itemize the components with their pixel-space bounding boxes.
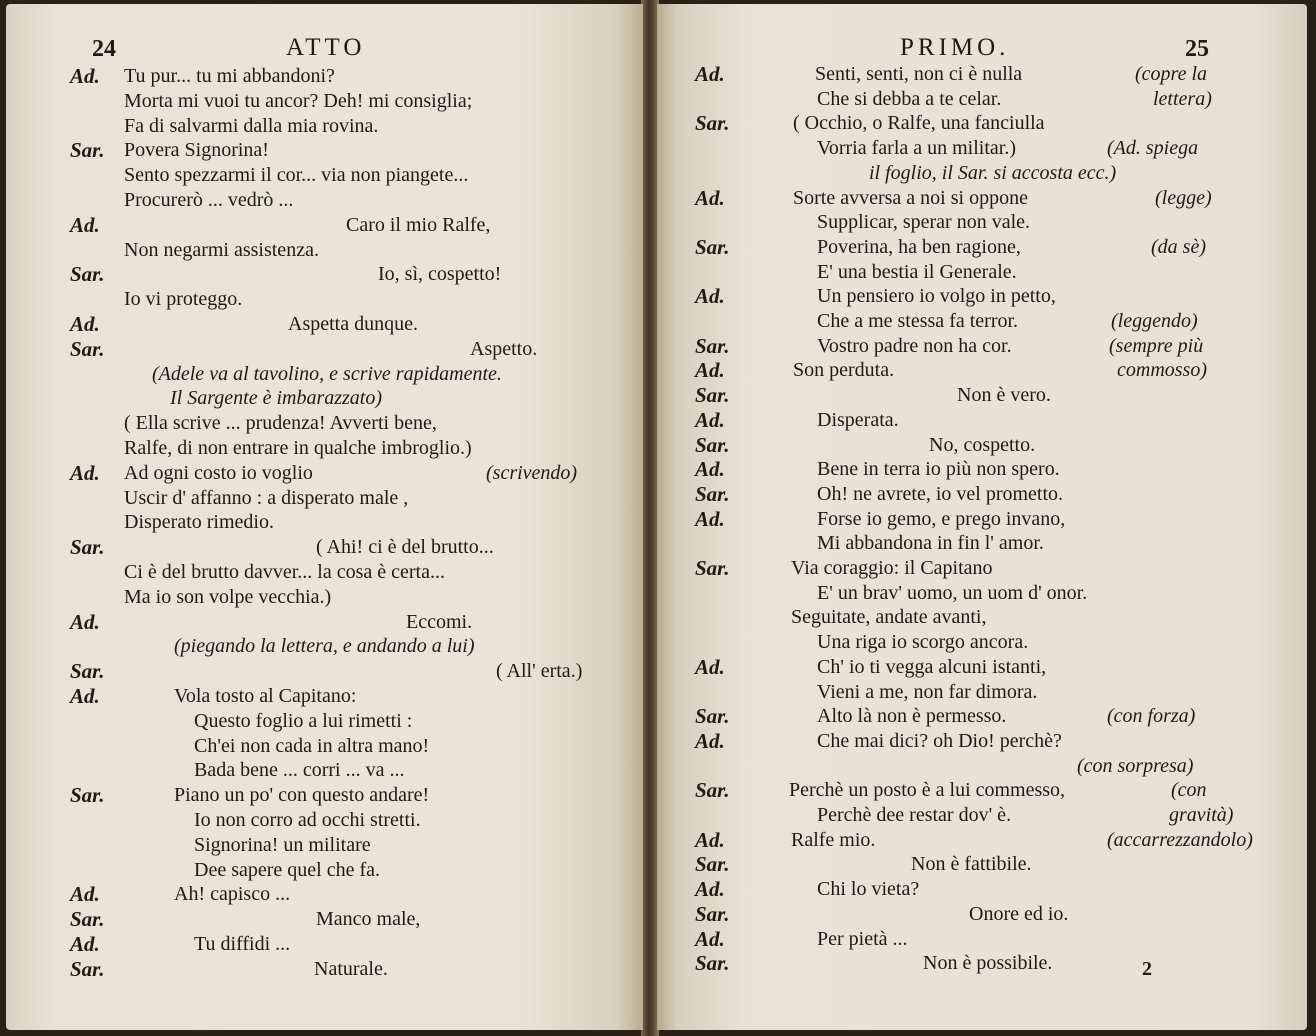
line-text: Ah! capisco ... — [174, 883, 291, 906]
dialogue-line — [657, 186, 1307, 211]
dialogue-line — [657, 507, 1307, 532]
line-text: Eccomi. — [406, 610, 473, 633]
speaker-label: Sar. — [695, 234, 730, 259]
dialogue-line — [657, 729, 1307, 754]
dialogue-line — [6, 560, 643, 585]
stage-direction: (copre la — [1135, 63, 1208, 85]
dialogue-line — [657, 457, 1307, 482]
speaker-label: Sar. — [70, 783, 105, 808]
dialogue-line — [657, 62, 1307, 87]
speaker-label: Ad. — [70, 64, 100, 88]
line-text: Aspetto. — [470, 337, 538, 360]
dialogue-line — [657, 531, 1307, 556]
right-page — [657, 4, 1307, 1030]
line-text: Che mai dici? oh Dio! perchè? — [817, 729, 1062, 752]
left-page — [6, 4, 643, 1030]
dialogue-line — [6, 188, 643, 213]
line-text: Perchè dee restar dov' è. — [817, 804, 1012, 826]
speaker-label: Sar. — [695, 852, 730, 877]
line-text: Piano un po' con questo andare! — [174, 784, 430, 807]
line-text: Perchè un posto è a lui commesso, — [789, 779, 1066, 802]
stage-direction: (leggendo) — [1111, 310, 1198, 332]
dialogue-line — [657, 235, 1307, 260]
line-text: Procurerò ... vedrò ... — [124, 189, 294, 211]
speaker-label: Ad. — [695, 457, 725, 482]
dialogue-line — [6, 337, 643, 362]
dialogue-line — [657, 852, 1307, 877]
stage-direction: (Ad. spiega — [1107, 137, 1199, 160]
dialogue-line — [6, 486, 643, 511]
running-head: PRIMO. — [900, 34, 1010, 61]
line-text: Ch'ei non cada in altra mano! — [194, 734, 430, 757]
line-text: Uscir d' affanno : a disperato male , — [124, 486, 409, 509]
line-text: Ma io son volpe vecchia.) — [124, 585, 332, 608]
dialogue-line — [657, 210, 1307, 235]
line-text: Non è fattibile. — [911, 853, 1032, 876]
dialogue-line — [657, 309, 1307, 334]
dialogue-line — [6, 957, 643, 982]
line-text: Per pietà ... — [817, 927, 908, 950]
line-text: Ralfe, di non entrare in qualche imbroglio.) — [124, 437, 472, 459]
line-text: ( All' erta.) — [496, 660, 583, 683]
running-head: ATTO — [286, 34, 366, 61]
dialogue-line — [657, 605, 1307, 630]
speaker-label: Ad. — [70, 684, 100, 708]
dialogue-line — [6, 287, 643, 312]
dialogue-line — [6, 634, 643, 659]
line-text: Bene in terra io più non spero. — [817, 458, 1060, 481]
line-text: E' un brav' uomo, un uom d' onor. — [817, 581, 1088, 604]
line-text: Alto là non è permesso. — [817, 705, 1007, 728]
line-text: ( Ella scrive ... prudenza! Avverti bene, — [124, 412, 437, 435]
line-text: Fa di salvarmi dalla mia rovina. — [124, 114, 379, 137]
speaker-label: Sar. — [70, 336, 105, 361]
speaker-label: Ad. — [695, 185, 725, 210]
line-text: Mi abbandona in fin l' amor. — [817, 532, 1044, 555]
speaker-label: Sar. — [695, 432, 730, 457]
dialogue-line — [6, 411, 643, 436]
speaker-label: Ad. — [695, 358, 725, 383]
dialogue-line — [6, 659, 643, 684]
line-text: Bada bene ... corri ... va ... — [194, 759, 405, 782]
dialogue-line — [6, 734, 643, 759]
speaker-label: Sar. — [695, 111, 730, 136]
speaker-label: Sar. — [695, 481, 730, 506]
line-text: Seguitate, andate avanti, — [791, 606, 987, 629]
dialogue-line — [6, 684, 643, 709]
line-text: Naturale. — [314, 957, 388, 980]
page-number: 25 — [1185, 36, 1209, 62]
line-text: Son perduta. — [793, 359, 895, 382]
line-text: Che si debba a te celar. — [817, 87, 1002, 110]
stage-direction: (sempre più — [1109, 334, 1204, 357]
line-text: Signorina! un militare — [194, 833, 371, 856]
dialogue-line — [6, 138, 643, 163]
line-text: Ad ogni costo io voglio — [124, 461, 313, 484]
line-text: E' una bestia il Generale. — [817, 260, 1017, 283]
dialogue-line — [6, 783, 643, 808]
speaker-label: Ad. — [695, 926, 725, 951]
dialogue-line — [657, 951, 1307, 976]
line-text: ( Occhio, o Ralfe, una fanciulla — [793, 112, 1045, 135]
dialogue-line — [657, 433, 1307, 458]
line-text: Vola tosto al Capitano: — [174, 685, 357, 707]
line-text: Disperata. — [817, 408, 899, 431]
line-text: Aspetta dunque. — [288, 313, 418, 335]
dialogue-line — [657, 556, 1307, 581]
line-text: Oh! ne avrete, io vel prometto. — [817, 482, 1064, 505]
stage-direction: commosso) — [1117, 359, 1207, 382]
dialogue-line — [657, 877, 1307, 902]
stage-direction: (legge) — [1155, 186, 1212, 209]
dialogue-line — [6, 238, 643, 263]
speaker-label: Sar. — [70, 262, 105, 287]
line-text: Questo foglio a lui rimetti : — [194, 709, 413, 732]
speaker-label: Ad. — [695, 62, 725, 86]
stage-direction: (Adele va al tavolino, e scrive rapidamente. — [152, 362, 502, 385]
stage-direction: (da sè) — [1151, 235, 1206, 258]
stage-direction: (con sorpresa) — [1077, 754, 1194, 777]
dialogue-line — [6, 808, 643, 833]
speaker-label: Sar. — [695, 901, 730, 926]
speaker-label: Ad. — [695, 827, 725, 852]
dialogue-line — [657, 260, 1307, 285]
line-text: Senti, senti, non ci è nulla — [815, 63, 1023, 85]
line-text: Caro il mio Ralfe, — [346, 213, 491, 236]
stage-direction: (con — [1171, 779, 1207, 802]
line-text: Che a me stessa fa terror. — [817, 310, 1019, 332]
dialogue-line — [6, 262, 643, 287]
dialogue-line — [657, 408, 1307, 433]
dialogue-line — [6, 362, 643, 387]
line-text: Non è possibile. — [923, 952, 1053, 975]
dialogue-line — [6, 436, 643, 461]
line-text: Chi lo vieta? — [817, 878, 920, 901]
speaker-label: Ad. — [695, 877, 725, 902]
line-text: Vostro padre non ha cor. — [817, 334, 1012, 357]
line-text: Tu diffidi ... — [194, 933, 291, 955]
line-text: Io non corro ad occhi stretti. — [194, 809, 421, 831]
dialogue-line — [657, 284, 1307, 309]
signature-mark: 2 — [1142, 958, 1152, 980]
dialogue-line — [657, 630, 1307, 655]
speaker-label: Sar. — [695, 951, 730, 976]
line-text: Una riga io scorgo ancora. — [817, 631, 1029, 654]
dialogue-line — [657, 482, 1307, 507]
dialogue-line — [657, 87, 1307, 112]
dialogue-line — [6, 386, 643, 411]
line-text: Povera Signorina! — [124, 139, 269, 162]
dialogue-line — [657, 778, 1307, 803]
dialogue-line — [657, 161, 1307, 186]
speaker-label: Ad. — [695, 407, 725, 432]
speaker-label: Sar. — [695, 333, 730, 358]
line-text: Ch' io ti vegga alcuni istanti, — [817, 655, 1047, 678]
speaker-label: Sar. — [70, 535, 105, 560]
speaker-label: Ad. — [695, 506, 725, 531]
dialogue-line — [657, 927, 1307, 952]
speaker-label: Ad. — [70, 312, 100, 336]
dialogue-line — [6, 510, 643, 535]
line-text: Manco male, — [316, 908, 421, 931]
line-text: Forse io gemo, e prego invano, — [817, 507, 1066, 530]
dialogue-line — [6, 907, 643, 932]
speaker-label: Sar. — [70, 907, 105, 932]
line-text: No, cospetto. — [929, 433, 1036, 456]
dialogue-line — [6, 461, 643, 486]
dialogue-line — [6, 932, 643, 957]
line-text: Non negarmi assistenza. — [124, 238, 319, 261]
line-text: ( Ahi! ci è del brutto... — [316, 536, 494, 559]
stage-direction: (accarrezzandolo) — [1107, 828, 1253, 851]
speaker-label: Ad. — [70, 212, 100, 237]
line-text: Ci è del brutto davver... la cosa è certa... — [124, 561, 445, 583]
dialogue-line — [657, 111, 1307, 136]
dialogue-line — [6, 213, 643, 238]
speaker-label: Sar. — [695, 778, 730, 803]
dialogue-line — [657, 902, 1307, 927]
stage-direction: il foglio, il Sar. si accosta ecc.) — [869, 161, 1117, 184]
speaker-label: Sar. — [695, 383, 730, 408]
speaker-label: Ad. — [695, 654, 725, 679]
stage-direction: Il Sargente è imbarazzato) — [170, 387, 383, 410]
stage-direction: (piegando la lettera, e andando a lui) — [174, 635, 475, 658]
line-text: Onore ed io. — [969, 902, 1069, 925]
dialogue-line — [6, 709, 643, 734]
speaker-label: Sar. — [70, 659, 105, 684]
dialogue-line — [657, 581, 1307, 606]
line-text: Morta mi vuoi tu ancor? Deh! mi consiglia; — [124, 89, 473, 112]
speaker-label: Sar. — [695, 704, 730, 729]
speaker-label: Ad. — [70, 932, 100, 956]
dialogue-line — [6, 585, 643, 610]
dialogue-line — [6, 758, 643, 783]
speaker-label: Ad. — [695, 728, 725, 753]
dialogue-line — [6, 64, 643, 89]
dialogue-line — [657, 754, 1307, 779]
line-text: Non è vero. — [957, 384, 1051, 407]
stage-direction: gravità) — [1169, 804, 1234, 826]
dialogue-line — [657, 704, 1307, 729]
dialogue-line — [6, 114, 643, 139]
line-text: Disperato rimedio. — [124, 511, 274, 534]
speaker-label: Ad. — [695, 284, 725, 309]
dialogue-line — [657, 803, 1307, 828]
line-text: Sorte avversa a noi si oppone — [793, 186, 1028, 209]
dialogue-line — [6, 89, 643, 114]
line-text: Poverina, ha ben ragione, — [817, 235, 1021, 258]
stage-direction: lettera) — [1153, 87, 1212, 110]
dialogue-line — [6, 163, 643, 188]
dialogue-line — [657, 358, 1307, 383]
line-text: Supplicar, sperar non vale. — [817, 211, 1031, 234]
stage-direction: (scrivendo) — [486, 461, 578, 484]
dialogue-line — [6, 833, 643, 858]
speaker-label: Sar. — [70, 956, 105, 981]
speaker-label: Sar. — [695, 556, 730, 580]
line-text: Io vi proteggo. — [124, 288, 243, 311]
line-text: Vorria farla a un militar.) — [817, 137, 1017, 160]
speaker-label: Ad. — [70, 882, 100, 907]
dialogue-line — [657, 136, 1307, 161]
dialogue-line — [657, 828, 1307, 853]
dialogue-line — [6, 882, 643, 907]
speaker-label: Ad. — [70, 460, 100, 485]
line-text: Un pensiero io volgo in petto, — [817, 285, 1056, 308]
page-number: 24 — [92, 36, 116, 62]
line-text: Sento spezzarmi il cor... via non piangete... — [124, 164, 469, 187]
dialogue-line — [657, 680, 1307, 705]
line-text: Dee sapere quel che fa. — [194, 858, 380, 881]
stage-direction: (con forza) — [1107, 705, 1196, 728]
line-text: Via coraggio: il Capitano — [791, 557, 993, 579]
dialogue-line — [6, 312, 643, 337]
line-text: Tu pur... tu mi abbandoni? — [124, 65, 335, 87]
dialogue-line — [6, 610, 643, 635]
speaker-label: Ad. — [70, 609, 100, 634]
line-text: Io, sì, cospetto! — [378, 263, 502, 286]
dialogue-line — [657, 334, 1307, 359]
dialogue-line — [6, 535, 643, 560]
speaker-label: Sar. — [70, 138, 105, 163]
line-text: Ralfe mio. — [791, 828, 876, 851]
line-text: Vieni a me, non far dimora. — [817, 680, 1038, 703]
dialogue-line — [6, 858, 643, 883]
dialogue-line — [657, 655, 1307, 680]
dialogue-line — [657, 383, 1307, 408]
